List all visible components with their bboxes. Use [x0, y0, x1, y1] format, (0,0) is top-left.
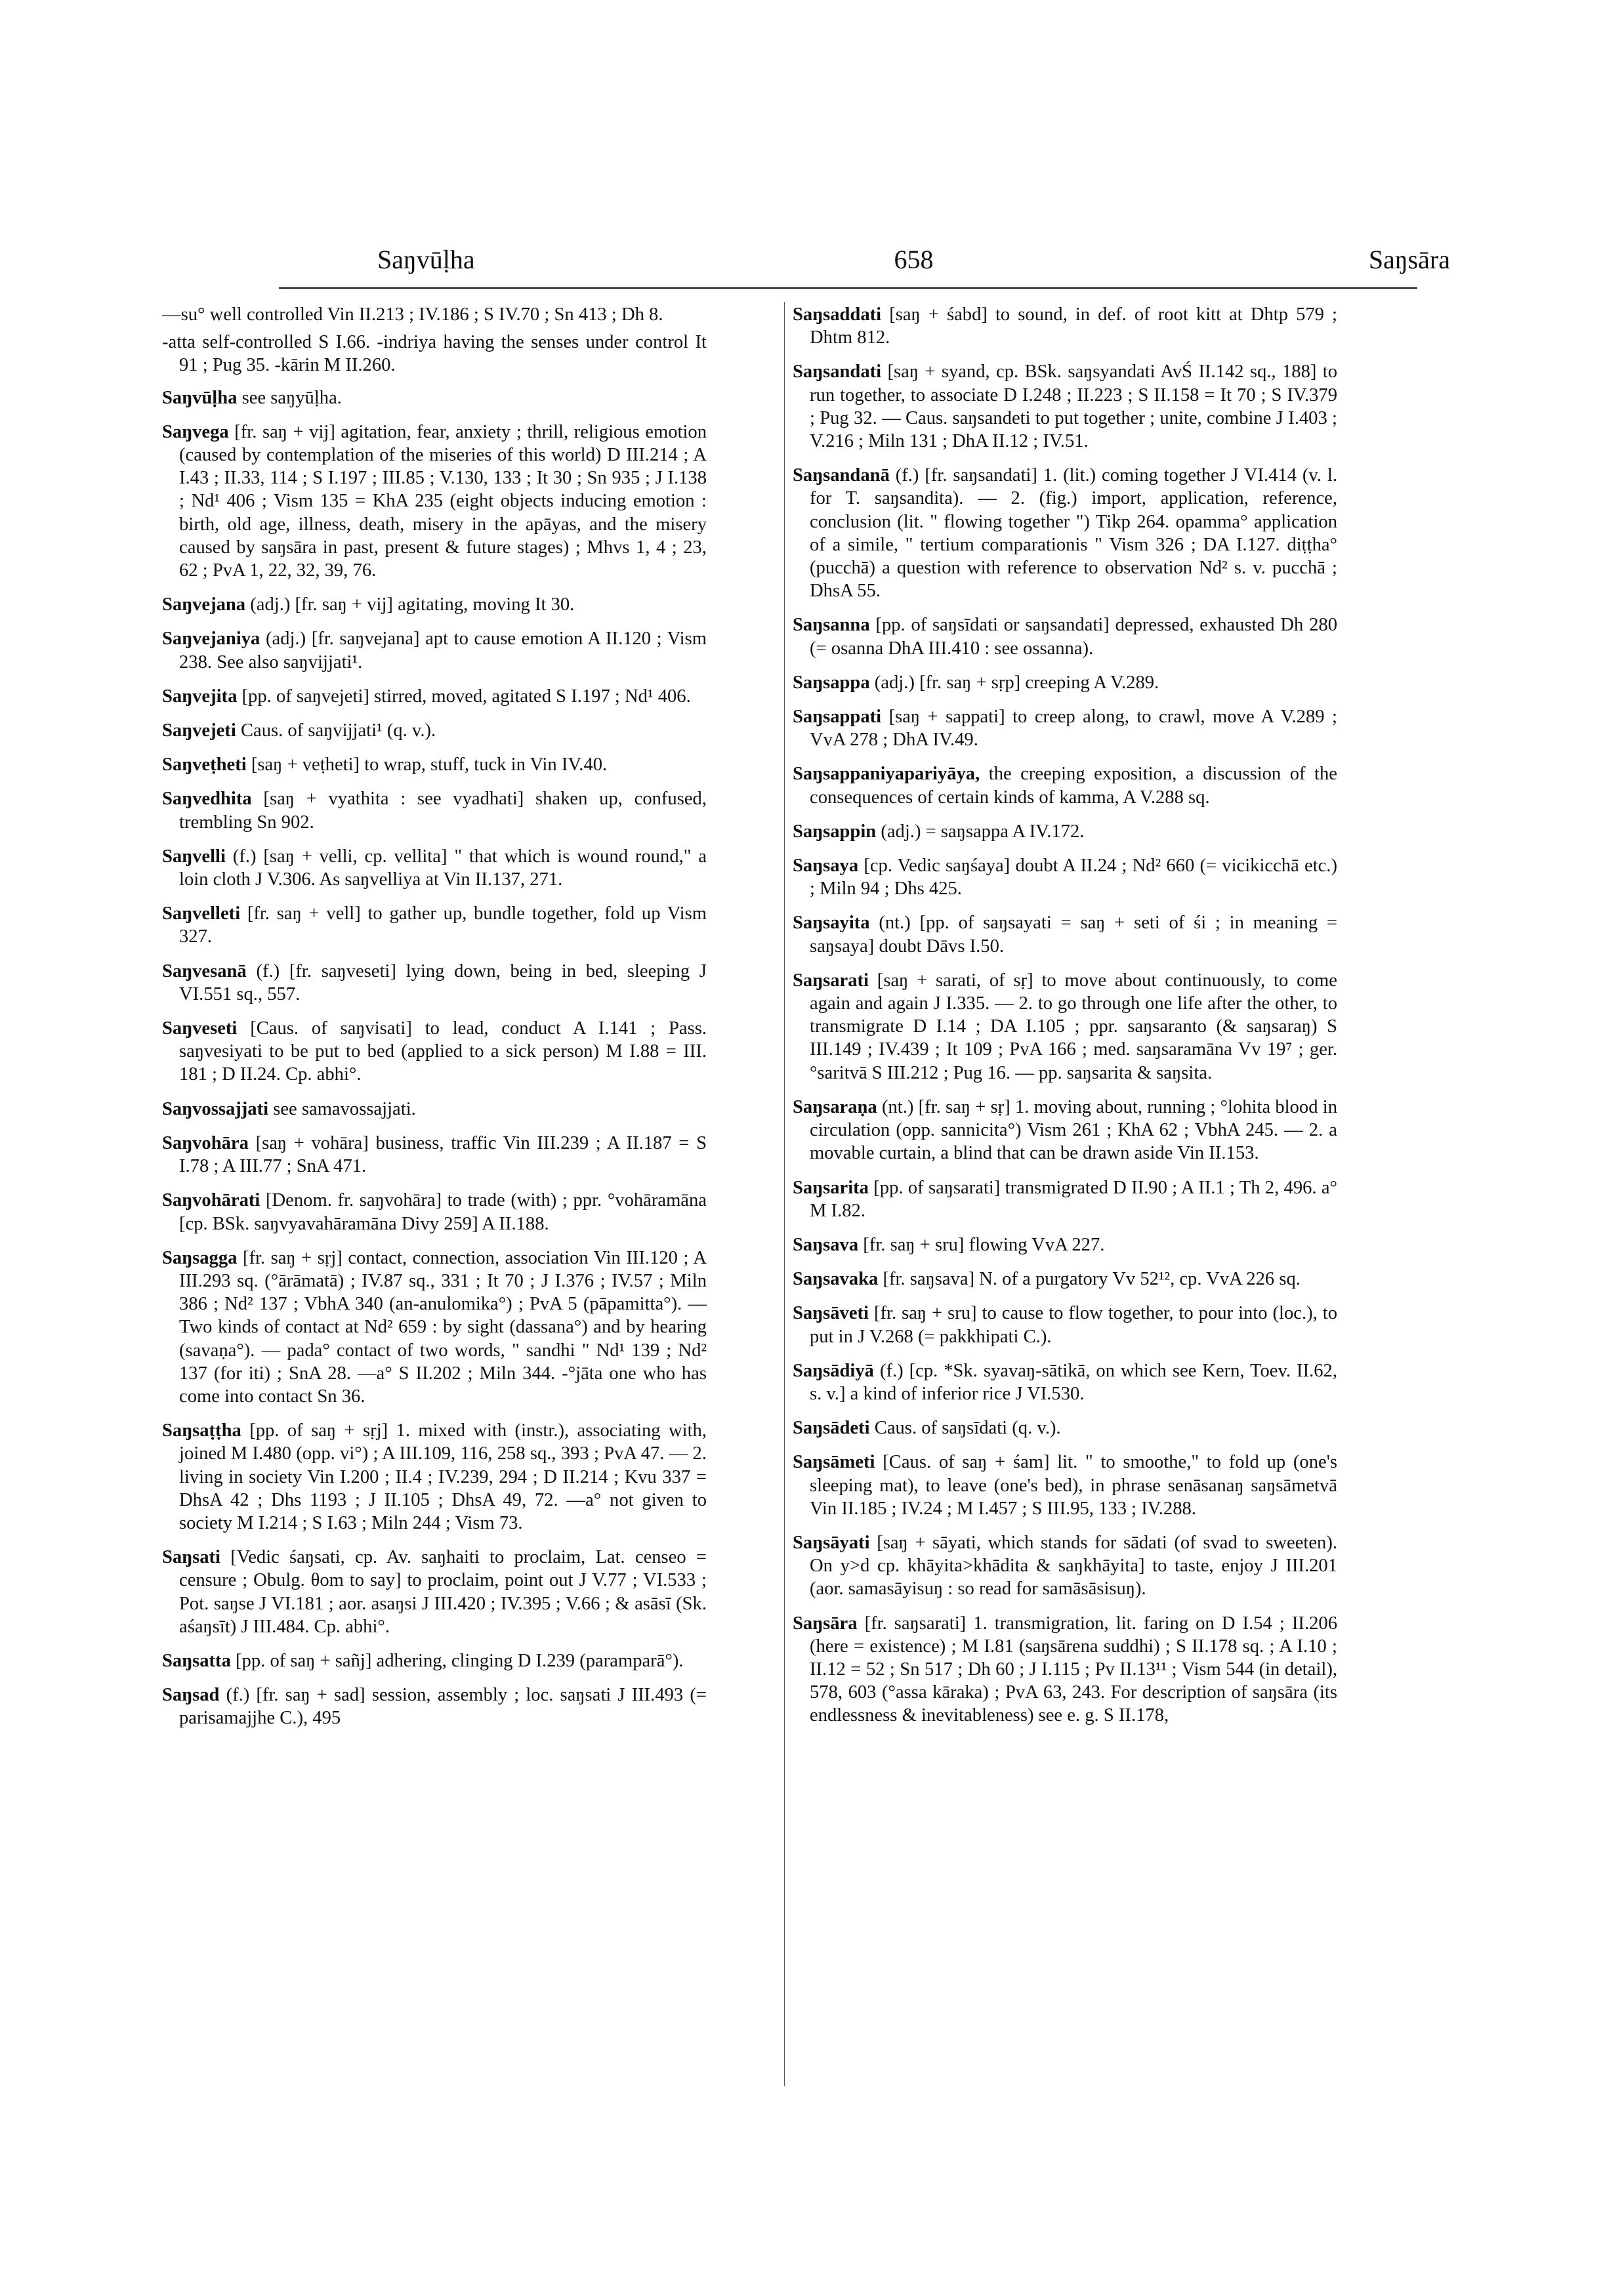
entry-headword: Saŋsappin [793, 821, 877, 842]
dictionary-entry [793, 911, 1337, 957]
right-column [793, 303, 1337, 1739]
entry-text: Caus. of saŋsīdati (q. v.). [874, 1418, 1061, 1439]
entry-headword: Saŋsandati [793, 362, 882, 382]
dictionary-entry [793, 1359, 1337, 1405]
entry-text: (adj.) = saŋsappa A IV.172. [881, 821, 1085, 842]
entry-text: see saŋyūḷha. [241, 387, 342, 408]
entry-headword: Saŋsarati [793, 970, 869, 991]
entry-headword: Saŋvelleti [162, 903, 241, 924]
entry-headword: Saŋsava [793, 1234, 859, 1255]
dictionary-entry [162, 787, 707, 833]
entry-headword: Saŋsati [162, 1547, 220, 1568]
dictionary-entry [162, 386, 707, 409]
entry-text: [fr. saŋ + sru] flowing VvA 227. [863, 1234, 1105, 1255]
dictionary-entry [162, 685, 707, 708]
dictionary-entry [162, 593, 707, 616]
entry-headword: Saŋsāveti [793, 1303, 869, 1324]
dictionary-entry [793, 1176, 1337, 1222]
entry-headword: Saŋveṭheti [162, 755, 247, 775]
page-header [377, 244, 1450, 285]
entry-text: (adj.) [fr. saŋ + sṛp] creeping A V.289. [874, 672, 1159, 693]
entry-headword: Saŋsaṭṭha [162, 1420, 241, 1441]
entry-headword: Saŋvohārati [162, 1190, 260, 1211]
page-number: 658 [894, 245, 934, 274]
entry-text: [fr. saŋsava] N. of a purgatory Vv 52¹², cp. VvA 226 sq. [883, 1269, 1301, 1290]
entry-headword: Saŋsappaniyapariyāya, [793, 764, 980, 785]
entry-headword: Saŋsappa [793, 672, 870, 693]
dictionary-entry [162, 845, 707, 891]
dictionary-entry [162, 303, 707, 326]
entry-text: (f.) [fr. saŋsandati] 1. (lit.) coming together J VI.414 (v. l. for T. saŋsandita). — 2. (fig.) import, application, reference, conclusion (lit. " flowing together ") Tikp 264. opamma° application of a simile, " tertium comparationis " Vism 326 ; DA I.127. diṭṭha° (pucchā) a question with reference to observation Nd² s. v. pucchā ; DhsA 55. [810, 465, 1337, 602]
entry-headword: Saŋvūḷha [162, 387, 238, 408]
entry-text: (f.) [cp. *Sk. syavaŋ-sātikā, on which see Kern, Toev. II.62, s. v.] a kind of inferior rice J VI.530. [810, 1360, 1337, 1404]
dictionary-entry [793, 1096, 1337, 1165]
dictionary-entry [793, 464, 1337, 602]
dictionary-entry [793, 854, 1337, 900]
dictionary-entry [162, 331, 707, 377]
entry-headword: Saŋsaya [793, 856, 859, 877]
entry-headword: Saŋvohāra [162, 1132, 249, 1153]
entry-text: see samavossajjati. [273, 1098, 416, 1119]
entry-headword: Saŋvejaniya [162, 629, 260, 650]
dictionary-entry [162, 960, 707, 1006]
entry-text: (nt.) [pp. of saŋsayati = saŋ + seti of śi ; in meaning = saŋsaya] doubt Dāvs I.50. [810, 913, 1337, 957]
dictionary-entry [793, 303, 1337, 349]
entry-headword: Saŋveseti [162, 1018, 238, 1039]
entry-text: [fr. saŋ + sṛj] contact, connection, association Vin III.120 ; A III.293 sq. (°ārāmatā) ; IV.87 sq., 331 ; It 70 ; J I.376 ; IV.57 ; Miln 386 ; Nd² 137 ; VbhA 340 (an-anulomika°) ; PvA 5 (pāpamitta°). — Two kinds of contact at Nd² 659 : by sight (dassana°) and by hearing (savaṇa°). — pada° contact of two words, " sandhi " Nd¹ 139 ; Nd² 137 (for iti) ; SnA 28. —a° S II.202 ; Miln 344. -°jāta one who has come into contact Sn 36. [179, 1247, 707, 1407]
entry-text: [saŋ + syand, cp. BSk. saŋsyandati AvŚ II.142 sq., 188] to run together, to associate D I.248 ; II.223 ; S II.158 = It 70 ; S IV.379 ; Pug 32. — Caus. saŋsandeti to put together ; unite, combine J I.403 ; V.216 ; Miln 131 ; DhA II.12 ; IV.51. [810, 362, 1337, 452]
entry-headword: Saŋsādiyā [793, 1360, 874, 1381]
dictionary-entry [793, 1302, 1337, 1348]
entry-headword: Saŋvesanā [162, 961, 247, 982]
entry-text: [saŋ + sappati] to creep along, to crawl, move A V.289 ; VvA 278 ; DhA IV.49. [810, 707, 1337, 751]
entry-headword: Saŋsādeti [793, 1418, 870, 1439]
entry-headword: Saŋvejita [162, 686, 238, 707]
dictionary-entry [162, 902, 707, 948]
dictionary-entry [162, 719, 707, 742]
dictionary-entry [162, 1017, 707, 1086]
entry-headword: Saŋsagga [162, 1247, 238, 1268]
dictionary-entry [793, 613, 1337, 659]
entry-text: [Denom. fr. saŋvohāra] to trade (with) ; ppr. °vohāramāna [cp. BSk. saŋvyavahāramāna Divy 259] A II.188. [179, 1190, 707, 1234]
entry-headword: Saŋsāmeti [793, 1452, 875, 1473]
dictionary-entry [162, 1649, 707, 1672]
dictionary-entry [162, 1189, 707, 1235]
dictionary-entry [793, 1451, 1337, 1520]
entry-headword: Saŋsad [162, 1685, 220, 1706]
entry-text: (nt.) [fr. saŋ + sṛ] 1. moving about, running ; °lohita blood in circulation (opp. sannicita°) Vism 261 ; KhA 62 ; VbhA 245. — 2. a movable curtain, a blind that can be drawn aside Vin II.153. [810, 1096, 1337, 1164]
entry-headword: Saŋvejeti [162, 720, 236, 741]
entry-headword: Saŋsandanā [793, 465, 890, 486]
dictionary-entry [793, 1531, 1337, 1601]
running-head-first-word: Saŋvūḷha [377, 245, 475, 274]
entry-text: [saŋ + veṭheti] to wrap, stuff, tuck in Vin IV.40. [251, 755, 608, 775]
entry-headword: Saŋvedhita [162, 789, 252, 810]
dictionary-entry [162, 1546, 707, 1638]
dictionary-entry [162, 421, 707, 582]
dictionary-entry [793, 705, 1337, 751]
entry-headword: Saŋvega [162, 421, 229, 442]
entry-text: [Caus. of saŋvisati] to lead, conduct A I.141 ; Pass. saŋvesiyati to be put to bed (applied to a sick person) M I.88 = III. 181 ; D II.24. Cp. abhi°. [179, 1018, 707, 1085]
dictionary-entry [793, 1233, 1337, 1256]
entry-headword: Saŋsāyati [793, 1532, 870, 1553]
entry-text: (adj.) [fr. saŋvejana] apt to cause emotion A II.120 ; Vism 238. See also saŋvijjati¹. [179, 629, 707, 672]
entry-text: [saŋ + śabd] to sound, in def. of root kitt at Dhtp 579 ; Dhtm 812. [810, 304, 1337, 348]
entry-headword: Saŋsaraṇa [793, 1096, 877, 1117]
header-rule [279, 287, 1417, 289]
dictionary-entry [162, 627, 707, 673]
entry-headword: Saŋsayita [793, 913, 870, 934]
entry-text: [pp. of saŋvejeti] stirred, moved, agitated S I.197 ; Nd¹ 406. [241, 686, 691, 707]
entry-text: [Caus. of saŋ + śam] lit. " to smoothe," to fold up (one's sleeping mat), to leave (one's bed), in phrase senāsanaŋ saŋsāmetvā Vin II.185 ; IV.24 ; M I.457 ; S III.95, 133 ; IV.288. [810, 1452, 1337, 1519]
entry-text: [fr. saŋ + vell] to gather up, bundle together, fold up Vism 327. [179, 903, 707, 947]
entry-text: —su° well controlled Vin II.213 ; IV.186 ; S IV.70 ; Sn 413 ; Dh 8. [162, 304, 663, 325]
entry-headword: Saŋsaddati [793, 304, 882, 325]
dictionary-entry [793, 671, 1337, 694]
entry-text: [fr. saŋ + sru] to cause to flow together, to pour into (loc.), to put in J V.268 (= pakkhipati C.). [810, 1303, 1337, 1347]
entry-text: [saŋ + sāyati, which stands for sādati (of svad to sweeten). On y>d cp. khāyita>khādita & saŋkhāyita] to taste, enjoy J III.201 (aor. samasāyisuŋ : so read for samāsāsisuŋ). [810, 1532, 1337, 1600]
running-head-last-word: Saŋsāra [1368, 245, 1450, 274]
dictionary-entry [793, 1268, 1337, 1291]
dictionary-entry [162, 1098, 707, 1121]
entry-headword: Saŋsanna [793, 615, 870, 636]
dictionary-entry [793, 1416, 1337, 1439]
entry-text: (f.) [fr. saŋ + sad] session, assembly ; loc. saŋsati J III.493 (= parisamajjhe C.), 495 [179, 1685, 707, 1729]
dictionary-entry [793, 360, 1337, 453]
entry-text: [fr. saŋsarati] 1. transmigration, lit. faring on D I.54 ; II.206 (here = existence) ; M I.81 (saŋsārena suddhi) ; S II.178 sq. ; A I.10 ; II.12 = 52 ; Sn 517 ; Dh 60 ; J I.115 ; Pv II.13¹¹ ; Vism 544 (in detail), 578, 603 (°assa kāraka) ; PvA 63, 243. For description of saŋsāra (its endlessness & inevitableness) see e. g. S II.178, [810, 1613, 1337, 1726]
entry-text: (adj.) [fr. saŋ + vij] agitating, moving It 30. [250, 594, 575, 615]
dictionary-entry [162, 1419, 707, 1535]
entry-text: [pp. of saŋsarati] transmigrated D II.90 ; A II.1 ; Th 2, 496. a° M I.82. [810, 1177, 1337, 1221]
entry-headword: Saŋsarita [793, 1177, 869, 1198]
dictionary-entry [162, 1132, 707, 1178]
dictionary-entry [162, 753, 707, 776]
dictionary-entry [793, 1612, 1337, 1727]
dictionary-entry [162, 1684, 707, 1729]
entry-text: [fr. saŋ + vij] agitation, fear, anxiety ; thrill, religious emotion (caused by contemplation of the miseries of this world) D III.214 ; A I.43 ; II.33, 114 ; S I.197 ; III.85 ; V.130, 133 ; It 30 ; Sn 935 ; J I.138 ; Nd¹ 406 ; Vism 135 = KhA 235 (eight objects inducing emotion : birth, old age, illness, death, misery in the apāyas, and the misery caused by saŋsāra in past, present & future stages) ; Mhvs 1, 4 ; 23, 62 ; PvA 1, 22, 32, 39, 76. [179, 421, 707, 581]
entry-headword: Saŋvejana [162, 594, 246, 615]
entry-text: -atta self-controlled S I.66. -indriya having the senses under control It 91 ; Pug 35. -kārin M II.260. [162, 332, 707, 376]
entry-text: [cp. Vedic saŋśaya] doubt A II.24 ; Nd² 660 (= vicikicchā etc.) ; Miln 94 ; Dhs 425. [810, 856, 1337, 899]
entry-text: [pp. of saŋ + sañj] adhering, clinging D I.239 (paramparā°). [236, 1650, 684, 1671]
entry-headword: Saŋsāra [793, 1613, 858, 1634]
entry-headword: Saŋvossajjati [162, 1098, 269, 1119]
column-divider [784, 302, 785, 2086]
dictionary-entry [162, 1247, 707, 1408]
dictionary-entry [793, 762, 1337, 808]
entry-text: [saŋ + sarati, of sṛ] to move about continuously, to come again and again J I.335. — 2. to go through one life after the other, to transmigrate D I.14 ; DA I.105 ; ppr. saŋsaranto (& saŋsaraŋ) S III.149 ; IV.439 ; It 109 ; PvA 166 ; med. saŋsaramāna Vv 19⁷ ; ger. °saritvā S III.212 ; Pug 16. — pp. saŋsarita & saŋsita. [810, 970, 1337, 1083]
dictionary-entry [793, 969, 1337, 1085]
entry-headword: Saŋsappati [793, 707, 882, 728]
entry-headword: Saŋsatta [162, 1650, 231, 1671]
entry-text: [saŋ + vohāra] business, traffic Vin III.239 ; A II.187 = S I.78 ; A III.77 ; SnA 471. [179, 1132, 707, 1177]
entry-headword: Saŋsavaka [793, 1269, 879, 1290]
entry-text: [saŋ + vyathita : see vyadhati] shaken up, confused, trembling Sn 902. [179, 789, 707, 833]
left-column [162, 303, 707, 1741]
entry-text: Caus. of saŋvijjati¹ (q. v.). [240, 720, 436, 741]
entry-text: (f.) [saŋ + velli, cp. vellita] " that which is wound round," a loin cloth J V.306. As saŋvelliya at Vin II.137, 271. [179, 846, 707, 890]
dictionary-entry [793, 820, 1337, 843]
entry-text: [pp. of saŋ + sṛj] 1. mixed with (instr.), associating with, joined M I.480 (opp. vi°) ; A III.109, 116, 258 sq., 393 ; PvA 47. — 2. living in society Vin I.200 ; II.4 ; IV.239, 294 ; D II.214 ; Kvu 337 = DhsA 42 ; Dhs 1193 ; J II.105 ; DhsA 49, 72. —a° not given to society M I.214 ; S I.63 ; Miln 244 ; Vism 73. [179, 1420, 707, 1533]
entry-text: (f.) [fr. saŋveseti] lying down, being in bed, sleeping J VI.551 sq., 557. [179, 961, 707, 1004]
entry-text: [Vedic śaŋsati, cp. Av. saŋhaiti to proclaim, Lat. censeo = censure ; Obulg. θom to say] to proclaim, point out J V.77 ; VI.533 ; Pot. saŋse J VI.181 ; aor. asaŋsi J III.420 ; IV.395 ; V.66 ; & asāsī (Sk. aśaŋsīt) J III.484. Cp. abhi°. [179, 1547, 707, 1637]
entry-text: the creeping exposition, a discussion of the consequences of certain kinds of kamma, A V.288 sq. [810, 764, 1337, 808]
entry-headword: Saŋvelli [162, 846, 226, 867]
entry-text: [pp. of saŋsīdati or saŋsandati] depressed, exhausted Dh 280 (= osanna DhA III.410 : see ossanna). [810, 615, 1337, 659]
